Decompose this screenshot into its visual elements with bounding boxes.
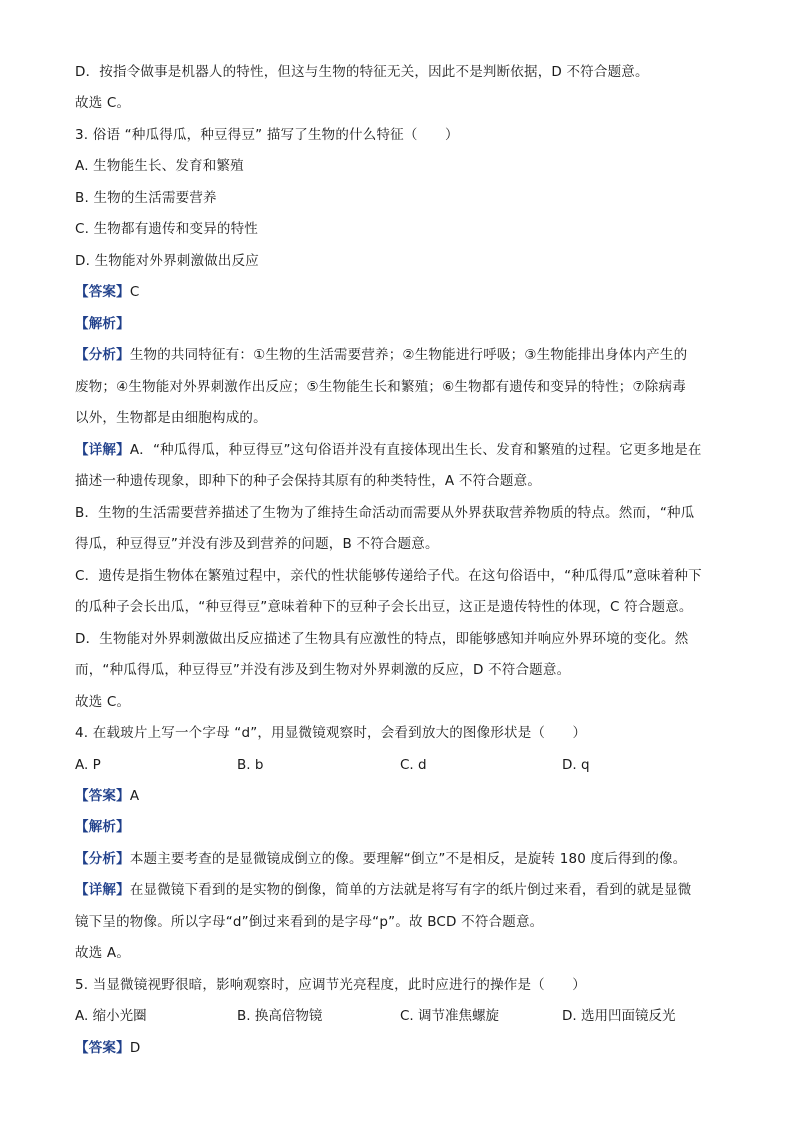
xiangjie-text: A．“种瓜得瓜，种豆得豆”这句俗语并没有直接体现出生长、发育和繁殖的过程。它更多地是在 [129,442,702,458]
q3-option-b: B. 生物的生活需要营养 [75,190,217,206]
q5-options [75,1007,725,1025]
q3-question: 3. 俗语 “种瓜得瓜，种豆得豆” 描写了生物的什么特征（ ） [75,127,459,143]
q3-xiangjie-line-8: 而，“种瓜得瓜，种豆得豆”并没有涉及到生物对外界刺激的反应，D 不符合题意。 [75,662,571,678]
q3-xiangjie-line-5: C．遗传是指生物体在繁殖过程中，亲代的性状能够传递给子代。在这句俗语中，“种瓜得瓜”意味着种下 [75,568,702,584]
q5-answer [75,1039,140,1057]
q3-xiangjie-line-4: 得瓜，种豆得豆”并没有涉及到营养的问题，B 不符合题意。 [75,536,439,552]
q3-xiangjie-line-7: D．生物能对外界刺激做出反应描述了生物具有应激性的特点，即能够感知并响应外界环境的变化。然 [75,631,689,647]
q4-xiangjie-line-1 [75,881,692,899]
q3-option-c: C. 生物都有遗传和变异的特性 [75,221,259,237]
q5-option-d: D. 选用凹面镜反光 [562,1008,676,1024]
fenxi-tag: 【分析】 [75,851,130,867]
q3-fenxi-line-3: 以外，生物都是由细胞构成的。 [75,410,267,426]
q4-option-b: B. b [237,757,264,773]
q5-option-c: C. 调节准焦螺旋 [400,1008,500,1024]
q3-analysis-heading [75,315,130,333]
q5-option-a: A. 缩小光圈 [75,1008,147,1024]
answer-tag: 【答案】 [75,284,130,300]
answer-tag: 【答案】 [75,1040,130,1056]
q4-option-a: A. P [75,757,101,773]
q3-xiangjie-line-6: 的瓜种子会长出瓜，“种豆得豆”意味着种下的豆种子会长出豆，这正是遗传特性的体现，C 符合题意。 [75,599,693,615]
q4-analysis-heading [75,818,130,836]
fenxi-text: 本题主要考查的是显微镜成倒立的像。要理解“倒立”不是相反，是旋转 180 度后得到的像。 [129,851,687,867]
q5-option-b: B. 换高倍物镜 [237,1008,323,1024]
q3-xiangjie-line-1 [75,441,702,459]
q4-conclusion: 故选 A。 [75,945,131,961]
answer-tag: 【答案】 [75,788,130,804]
q4-option-c: C. d [400,757,427,773]
q4-options [75,756,725,774]
xiangjie-tag: 【详解】 [75,442,130,458]
q4-xiangjie-line-2: 镜下呈的物像。所以字母“d”倒过来看到的是字母“p”。故 BCD 不符合题意。 [75,914,544,930]
q3-conclusion: 故选 C。 [75,694,131,710]
q2-conclusion: 故选 C。 [75,95,131,111]
q4-fenxi [75,850,686,868]
q4-option-d: D. q [562,757,590,773]
answer-value: D [129,1040,141,1056]
q3-xiangjie-line-2: 描述一种遗传现象，即种下的种子会保持其原有的种类特性，A 不符合题意。 [75,473,542,489]
fenxi-text: 生物的共同特征有：①生物的生活需要营养；②生物能进行呼吸；③生物能排出身体内产生的 [129,347,688,363]
q3-xiangjie-line-3: B．生物的生活需要营养描述了生物为了维持生命活动而需要从外界获取营养物质的特点。然而，“种瓜 [75,505,695,521]
xiangjie-text: 在显微镜下看到的是实物的倒像，简单的方法就是将写有字的纸片倒过来看，看到的就是显微 [129,882,692,898]
q3-answer [75,283,139,301]
q4-answer [75,787,139,805]
fenxi-tag: 【分析】 [75,347,130,363]
analysis-tag: 【解析】 [75,819,130,835]
q4-question: 4. 在载玻片上写一个字母 “d”，用显微镜观察时，会看到放大的图像形状是（ ） [75,725,587,741]
q3-fenxi-line-2: 废物；④生物能对外界刺激作出反应；⑤生物能生长和繁殖；⑥生物都有遗传和变异的特性；⑦除病毒 [75,379,686,395]
answer-value: C [129,284,140,300]
q3-option-d: D. 生物能对外界刺激做出反应 [75,253,259,269]
answer-value: A [129,788,140,804]
q3-option-a: A. 生物能生长、发育和繁殖 [75,158,244,174]
xiangjie-tag: 【详解】 [75,882,130,898]
q2-explanation-d: D．按指令做事是机器人的特性，但这与生物的特征无关，因此不是判断依据，D 不符合题意。 [75,64,649,80]
analysis-tag: 【解析】 [75,316,130,332]
q3-fenxi-line-1 [75,346,687,364]
q5-question: 5. 当显微镜视野很暗，影响观察时，应调节光亮程度，此时应进行的操作是（ ） [75,977,586,993]
